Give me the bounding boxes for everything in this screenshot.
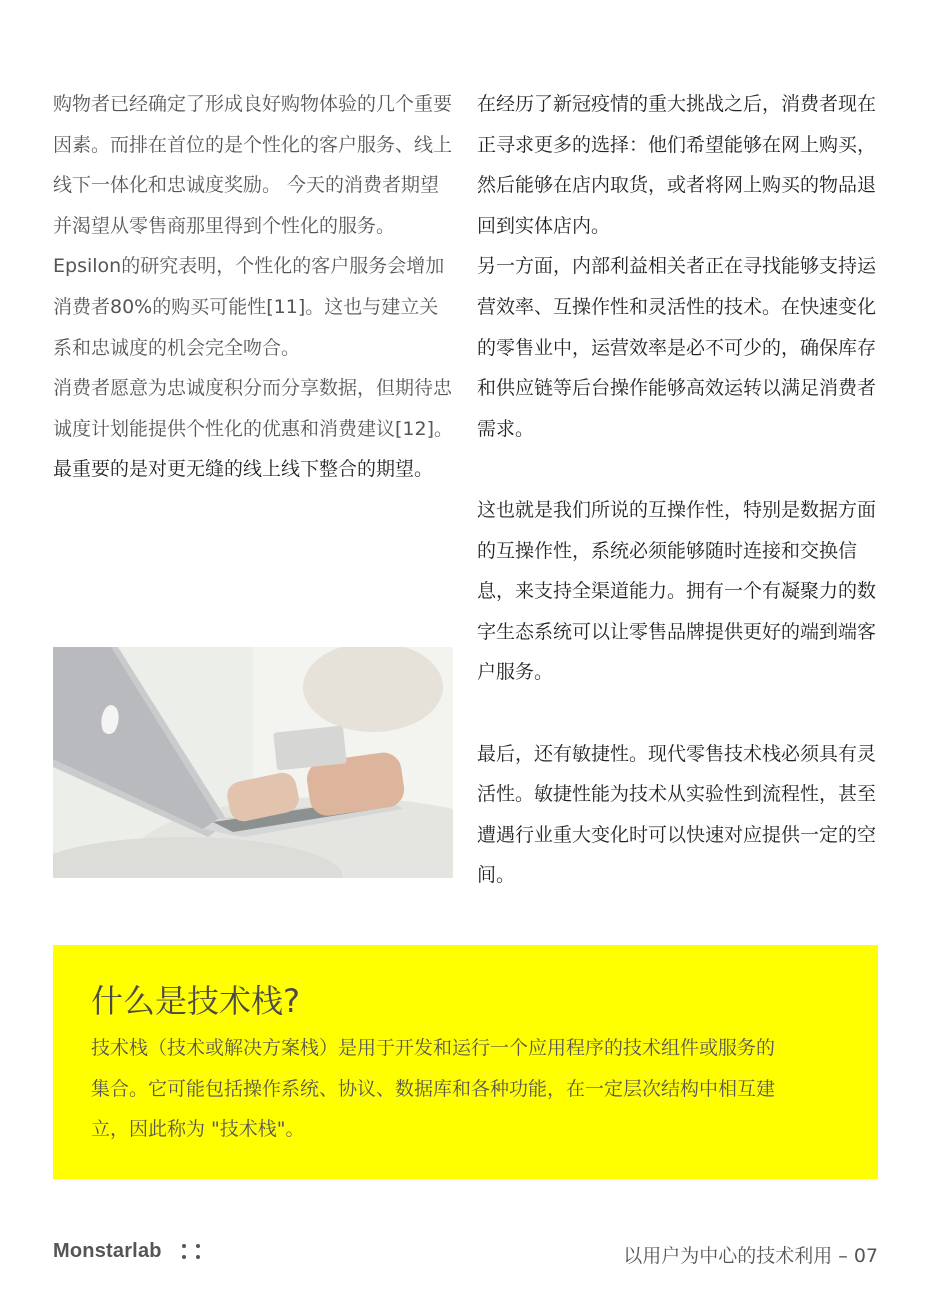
right-column (477, 84, 877, 896)
tech-stack-callout (53, 945, 878, 1179)
left-column (53, 84, 453, 490)
laptop-shopping-photo (53, 647, 453, 878)
right-paragraph-2: 另一方面，内部利益相关者正在寻找能够支持运营效率、互操作性和灵活性的技术。在快速变化的零售业中，运营效率是必不可少的，确保库存和供应链等后台操作能够高效运转以满足消费者需求。 (477, 255, 877, 440)
left-paragraph-1: 购物者已经确定了形成良好购物体验的几个重要因素。而排在首位的是个性化的客户服务、线上线下一体化和忠诚度奖励。 今天的消费者期望并渴望从零售商那里得到个性化的服务。Epsilon的研究表明，个性化的客户服务会增加消费者80%的购买可能性[11]。这也与建立关系和忠诚度的机会完全吻合。 (53, 93, 453, 359)
right-paragraph-1: 在经历了新冠疫情的重大挑战之后，消费者现在正寻求更多的选择：他们希望能够在网上购买，然后能够在店内取货，或者将网上购买的物品退回到实体店内。 (477, 93, 877, 237)
left-paragraph-2: 消费者愿意为忠诚度积分而分享数据，但期待忠诚度计划能提供个性化的优惠和消费建议[12]。 (53, 377, 454, 440)
right-paragraph-3: 这也就是我们所说的互操作性，特别是数据方面的互操作性，系统必须能够随时连接和交换信息，来支持全渠道能力。拥有一个有凝聚力的数字生态系统可以让零售品牌提供更好的端到端客户服务。 (477, 498, 877, 684)
monstarlab-logo: Monstarlab (53, 1240, 162, 1262)
right-paragraph-4: 最后，还有敏捷性。现代零售技术栈必须具有灵活性。敏捷性能为技术从实验性到流程性，甚至遭遇行业重大变化时可以快速对应提供一定的空间。 (477, 742, 877, 887)
page-footer-label: 以用户为中心的技术利用 – 07 (623, 1245, 878, 1267)
logo-dots-icon (181, 1243, 205, 1265)
left-paragraph-3: 最重要的是对更无缝的线上线下整合的期望。 (53, 458, 434, 481)
callout-title: 什么是技术栈? (91, 982, 300, 1020)
callout-body: 技术栈（技术或解决方案栈）是用于开发和运行一个应用程序的技术组件或服务的集合。它可能包括操作系统、协议、数据库和各种功能，在一定层次结构中相互建立，因此称为 "技术栈"。 (91, 1037, 776, 1141)
